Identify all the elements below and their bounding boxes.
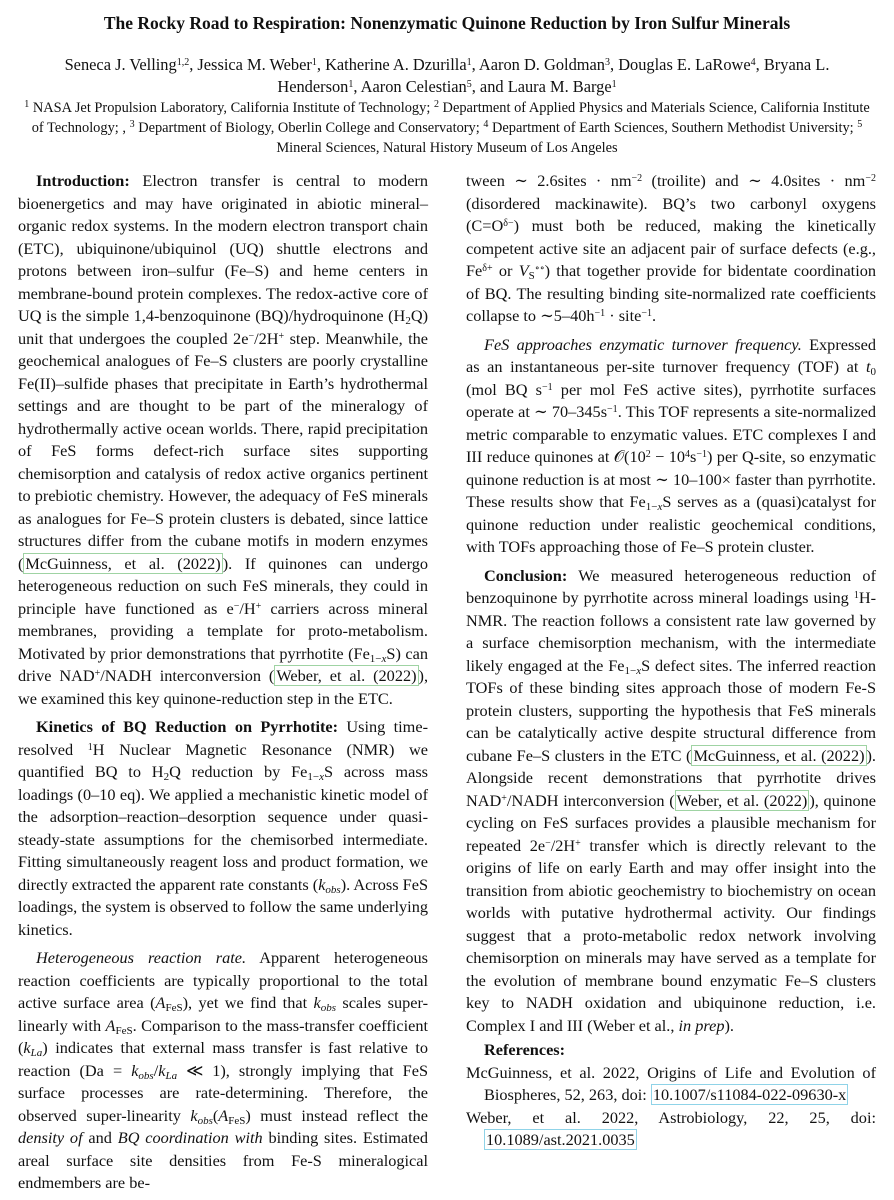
citation-link[interactable]: Weber, et al. (2022) <box>676 790 808 810</box>
conclusion-paragraph: Conclusion: We measured heterogeneous reduction of benzoquinone by pyrrhotite across mineral loadings using $^1$H-NMR. The reaction follows a consistent rate law governed by a surface chemisorption mechanism, with the intermediate likely engaged at the $Fe_{1-x}S$ defect sites. The inferred reaction TOFs of these binding sites approach those of modern Fe-S protein clusters, supporting the hypothesis that FeS minerals can be catalytically active despite structural difference from cubane Fe–S clusters in the ETC ( McGuinness, et al. (2022) ). Alongside recent demonstrations that pyrrhotite drives NAD+/NADH interconversion ( Weber, et al. (2022) ), quinone cycling on FeS surfaces provides a plausible mechanism for repeated 2e−/2H+ transfer which is directly relevant to the origins of life on early Earth and may offer insight into the transition from abiotic geochemistry to biochemistry on ocean worlds with putative hydrothermal activity. Our findings suggest that a proto-metabolic redox network involving chemisorption on minerals may have served as a template for the evolution of membrane bound enzymatic Fe–S clusters key to NADH oxidation and ubiquinone reduction, i.e. Complex I and III (Weber et al., in prep). <box>466 565 877 1035</box>
affiliation: Mineral Sciences, Natural History Museum of Los Angeles <box>276 140 618 156</box>
paper-title: The Rocky Road to Respiration: Nonenzymatic Quinone Reduction by Iron Sulfur Minerals <box>103 13 791 33</box>
author-list: Seneca J. Velling$^{1,2}$, Jessica M. Weber$^1$, Katherine A. Dzurilla$^1$, Aaron D. Goldman$^3$, Douglas E. LaRowe$^4$, Bryana L. Henderson$^1$, Aaron Celestian$^5$, and Laura M. Barge$^1$ <box>64 55 830 96</box>
section-heading: Conclusion: <box>484 565 568 585</box>
body-columns <box>18 170 876 1195</box>
affiliation: NASA Jet Propulsion Laboratory, California Institute of Technology; <box>32 100 431 116</box>
author: Aaron D. Goldman <box>478 55 605 74</box>
affiliation: Department of Applied Physics and Materials Science, California Institute of Technology; , <box>31 100 870 136</box>
author: Katherine A. Dzurilla <box>325 55 467 74</box>
author: Laura M. Barge <box>507 77 612 96</box>
citation-link[interactable]: McGuinness, et al. (2022) <box>25 553 221 573</box>
tof-paragraph: FeS approaches enzymatic turnover frequency. Expressed as an instantaneous per-site turnover frequency (TOF) at $t_0$ (mol BQ $s^{-1}$ per mol FeS active sites), pyrrhotite surfaces operate at ∼ $70-345s^{-1}$. This TOF represents a site-normalized metric comparable to enzymatic values. ETC complexes I and III reduce quinones at $𝒪(10^2 - 10^4s^{-1})$ per Q-site, so enzymatic quinone reduction is at most ∼ 10–100× faster than pyrrhotite. These results show that $Fe_{1-x}S$ serves as a (quasi)catalyst for quinone reduction under realistic geochemical conditions, with TOFs approaching those of Fe–S protein cluster. <box>466 334 877 556</box>
author: Jessica M. Weber <box>197 55 312 74</box>
doi-link[interactable]: 10.1089/ast.2021.0035 <box>486 1130 635 1149</box>
references-heading: References: <box>484 1040 566 1059</box>
section-heading: Introduction: <box>36 171 130 190</box>
affiliation: Department of Biology, Oberlin College and Conservatory; <box>138 120 480 136</box>
author: Bryana L. Henderson <box>277 55 830 96</box>
left-column <box>18 170 428 1195</box>
heterogeneous-paragraph: Heterogeneous reaction rate. Apparent heterogeneous reaction coefficients are typically proportional to the total active surface area $(A_{FeS})$, yet we find that $k_{obs}$ scales super-linearly with $A_{FeS}$. Comparison to the mass-transfer coefficient $(k_{La})$ indicates that external mass transfer is fast relative to reaction ($Da = k_{obs}/k_{La}$ ≪ 1), strongly implying that FeS surface processes are rate-determining. Therefore, the observed super-linearity $k_{obs}(A_{FeS})$ must instead reflect the density of and BQ coordination with binding sites. Estimated areal surface site densities from Fe-S mineralogical endmembers are be- <box>18 948 429 1192</box>
intro-paragraph: Introduction: Electron transfer is central to modern bioenergetics and may have originated in abiotic mineral–organic redox systems. In the modern electron transport chain (ETC), ubiquinone/ubiquinol (UQ) shuttle electrons and protons between iron–sulfur (Fe–S) and heme centers in membrane-bound protein complexes. The redox-active core of UQ is the simple 1,4-benzoquinone (BQ)/hydroquinone $(H_2Q)$ unit that undergoes the coupled 2e−/2H+ step. Meanwhile, the geochemical analogues of Fe–S clusters are poorly crystalline Fe(II)–sulfide phases that precipitate in Earth’s hydrothermal settings and are thought to be part of the mineralogy of hydrothermally active ocean worlds. There, rapid precipitation of FeS forms defect-rich surface sites supporting chemisorption and catalysis of redox active organics pertinent to prebiotic chemistry. However, the adequacy of FeS minerals as analogues for Fe–S protein clusters is debated, since lattice structures differ from the cubane motifs in modern enzymes ( McGuinness, et al. (2022) ). If quinones can undergo heterogeneous reduction on such FeS minerals, they could in principle have functioned as e−/H+ carriers across mineral membranes, providing a template for proto-metabolism. Motivated by prior demonstrations that pyrrhotite $(Fe_{1-x}S)$ can drive NAD+/NADH interconversion ( Weber, et al. (2022) ), we examined this key quinone-reduction step in the ETC. <box>18 171 429 708</box>
doi-link[interactable]: 10.1007/s11084-022-09630-x <box>652 1085 847 1104</box>
right-column <box>466 170 876 1195</box>
citation-link[interactable]: Weber, et al. (2022) <box>276 666 417 685</box>
section-heading: FeS approaches enzymatic turnover frequency. <box>484 334 802 354</box>
heterogeneous-paragraph-continued: tween ∼ 2.6sites · $nm^{-2}$ (troilite) and ∼ 4.0sites · $nm^{-2}$ (disordered mackinawite). BQ’s two carbonyl oxygens $(C=O^{\delta-})$ must both be reduced, making the kinetically competent active site an adjacent pair of surface defects (e.g., $Fe^{\delta+}$ or $V_S^{\circ\circ}$) that together provide for bidentate coordination of BQ. The resulting binding site-normalized rate coefficients collapse to $\sim 5-40h^{-1}$ · site$^{-1}$. <box>466 171 877 325</box>
section-heading: Kinetics of BQ Reduction on Pyrrhotite: <box>36 717 339 736</box>
affiliation: Department of Earth Sciences, Southern Methodist University; <box>491 120 854 136</box>
affiliation-list: $^1$ NASA Jet Propulsion Laboratory, California Institute of Technology; $^2$ Department of Applied Physics and Materials Science, California Institute of Technology; , $^3$ Department of Biology, Oberlin College and Conservatory; $^4$ Department of Earth Sciences, Southern Methodist University; $^5$ Mineral Sciences, Natural History Museum of Los Angeles <box>24 99 870 156</box>
reference-item: Weber, et al. 2022, Astrobiology, 22, 25, doi: 10.1089/ast.2021.0035 <box>466 1107 876 1149</box>
author: Seneca J. Velling <box>64 55 177 74</box>
citation-link[interactable]: McGuinness, et al. (2022) <box>693 745 865 765</box>
kinetics-paragraph: Kinetics of BQ Reduction on Pyrrhotite: Using time-resolved $^1$H Nuclear Magnetic Resonance (NMR) we quantified BQ to $H_2Q$ reduction by $Fe_{1-x}S$ across mass loadings (0–10 eq). We applied a mechanistic kinetic model of the adsorption–reaction–desorption sequence under quasi-steady-state assumptions for the chemisorbed intermediate. Fitting simultaneously reagent loss and product formation, we directly extracted the apparent rate constants $(k_{obs})$. Across FeS loadings, the system is observed to follow the same underlying kinetics. <box>18 717 428 939</box>
reference-item: McGuinness, et al. 2022, Origins of Life and Evolution of Biospheres, 52, 263, doi: 10.1007/s11084-022-09630-x <box>466 1062 876 1104</box>
author: Douglas E. LaRowe <box>618 55 751 74</box>
author: Aaron Celestian <box>360 77 467 96</box>
section-heading: Heterogeneous reaction rate. <box>36 948 247 967</box>
